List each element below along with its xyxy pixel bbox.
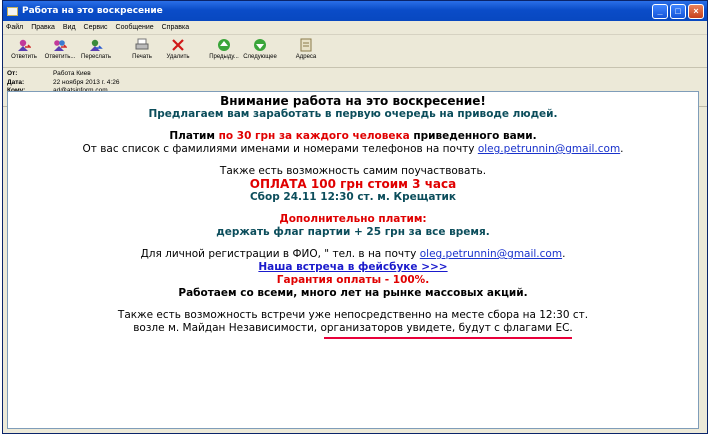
headline: Внимание работа на это воскресение! — [220, 94, 486, 108]
work-line: Работаем со всеми, много лет на рынке массовых акций. — [178, 287, 528, 299]
guarantee-line: Гарантия оплаты - 100%. — [276, 274, 430, 286]
pay-line: Платим по 30 грн за каждого человека приведенного вами. — [169, 130, 537, 142]
email-link-2[interactable]: oleg.petrunnin@gmail.com — [419, 248, 563, 260]
menu-help[interactable]: Справка — [161, 24, 190, 31]
delete-button[interactable]: Удалить — [160, 38, 196, 60]
gathering-line: Сбор 24.11 12:30 ст. м. Крещатик — [249, 191, 457, 203]
mail-window — [2, 0, 708, 434]
reply-all-button[interactable]: Ответить... — [42, 38, 78, 60]
facebook-link[interactable]: Наша встреча в фейсбуке >>> — [258, 261, 448, 273]
next-button[interactable]: Следующее — [242, 38, 278, 60]
date-label: Дата: — [7, 78, 25, 86]
title-bar[interactable] — [3, 1, 707, 21]
minimize-button[interactable]: _ — [652, 4, 668, 19]
red-underline-mark — [324, 337, 572, 339]
forward-button[interactable]: Переслать — [78, 38, 114, 60]
maidan-line: возле м. Майдан Независимости, организаторов увидете, будут с флагами ЕС. — [133, 322, 573, 334]
email-link[interactable]: oleg.petrunnin@gmail.com — [477, 143, 621, 155]
previous-icon — [217, 38, 231, 52]
close-button[interactable]: × — [688, 4, 704, 19]
extra-pay-line: Дополнительно платим: — [279, 213, 427, 225]
from-value: Работа Киев — [53, 70, 91, 77]
menu-edit[interactable]: Правка — [31, 24, 55, 31]
envelope-icon — [7, 7, 18, 16]
offer-line: Предлагаем вам заработать в первую очередь на приводе людей. — [148, 108, 558, 120]
meeting-line: Также есть возможность встречи уже непосредственно на месте сбора на 12:30 ст. — [117, 309, 589, 321]
forward-icon — [89, 38, 103, 52]
menu-bar — [3, 21, 707, 35]
print-icon — [135, 38, 149, 52]
address-book-icon — [299, 38, 313, 52]
reply-all-icon — [53, 38, 67, 52]
toolbar — [3, 35, 707, 68]
payment-line: ОПЛАТА 100 грн стоим 3 часа — [249, 177, 457, 191]
maximize-button[interactable]: □ — [670, 4, 686, 19]
window-title: Работа на это воскресение — [22, 6, 163, 16]
message-body[interactable] — [7, 91, 699, 429]
next-icon — [253, 38, 267, 52]
print-button[interactable]: Печать — [124, 38, 160, 60]
address-book-button[interactable]: Адреса — [288, 38, 324, 60]
menu-message[interactable]: Сообщение — [115, 24, 154, 31]
menu-tools[interactable]: Сервис — [83, 24, 108, 31]
menu-view[interactable]: Вид — [62, 24, 76, 31]
flag-line: держать флаг партии + 25 грн за все время. — [216, 226, 490, 238]
from-label: От: — [7, 70, 18, 77]
reply-button[interactable]: Ответить — [6, 38, 42, 60]
date-value: 22 ноября 2013 г. 4:26 — [53, 78, 120, 86]
list-line: От вас список с фамилиями именами и номерами телефонов на почту oleg.petrunnin@gmail.com. — [82, 143, 624, 155]
previous-button[interactable]: Предыду... — [206, 38, 242, 60]
delete-icon — [171, 38, 185, 52]
participate-line: Также есть возможность самим поучаствовать. — [219, 165, 487, 177]
reply-icon — [17, 38, 31, 52]
registration-line: Для личной регистрации в ФИО, " тел. в на почту oleg.petrunnin@gmail.com. — [140, 248, 566, 260]
menu-file[interactable]: Файл — [6, 24, 24, 31]
